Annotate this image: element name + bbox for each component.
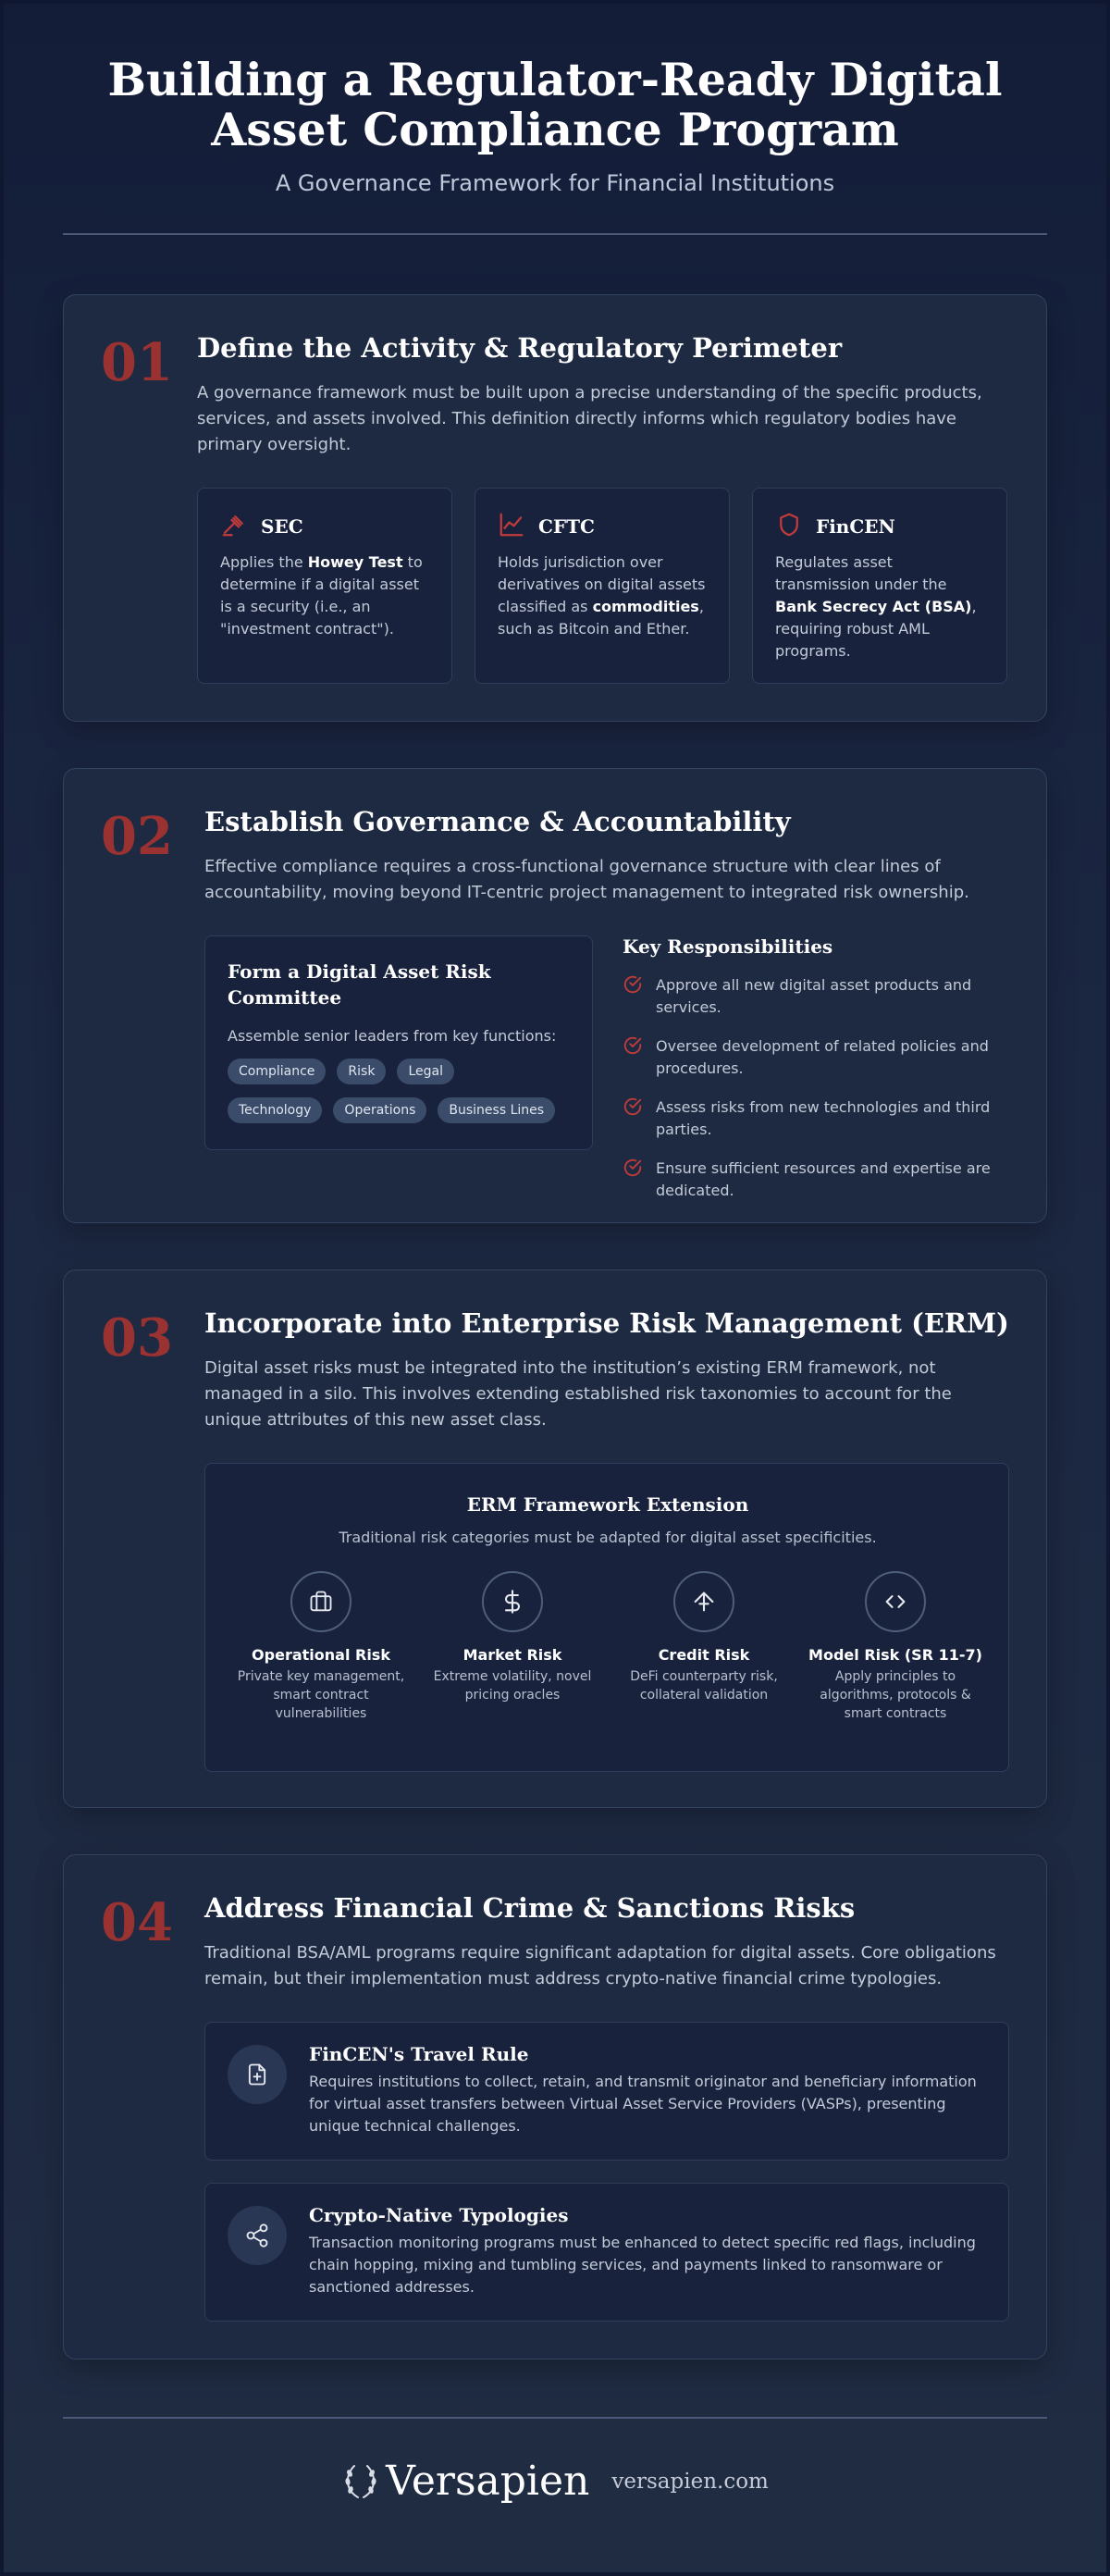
erm-framework-card bbox=[204, 1463, 1009, 1772]
page-subtitle: A Governance Framework for Financial Institutions bbox=[275, 169, 835, 196]
function-chip: Legal bbox=[397, 1059, 454, 1084]
section-number: 03 bbox=[101, 1307, 173, 1368]
section-regulatory-perimeter bbox=[63, 294, 1047, 722]
risk-model bbox=[808, 1571, 983, 1723]
responsibility-item: Assess risks from new technologies and third parties. bbox=[623, 1096, 1011, 1141]
agency-name: SEC bbox=[261, 515, 303, 538]
erm-title: ERM Framework Extension bbox=[466, 1493, 749, 1516]
agency-description: Applies the Howey Test to determine if a digital asset is a security (i.e., an "investment contract"). bbox=[220, 553, 423, 638]
section-description: Traditional BSA/AML programs require significant adaptation for digital assets. Core obligations remain, but their implementation must address crypto-native financial crime typologies. bbox=[204, 1943, 996, 1988]
header-divider bbox=[63, 233, 1047, 235]
section-number: 02 bbox=[101, 806, 173, 867]
agency-card-sec bbox=[197, 488, 452, 684]
section-title: Incorporate into Enterprise Risk Management (ERM) bbox=[204, 1307, 1009, 1339]
section-number: 04 bbox=[101, 1892, 173, 1953]
footer-divider bbox=[63, 2417, 1047, 2419]
section-governance bbox=[63, 768, 1047, 1223]
website-link[interactable]: versapien.com bbox=[611, 2469, 769, 2494]
item-text: Requires institutions to collect, retain, and transmit originator and beneficiary information for virtual asset transfers between Virtual Asset Service Providers (VASPs), presenting unique technical challenges. bbox=[309, 2073, 977, 2135]
function-chip: Technology bbox=[228, 1097, 322, 1123]
section-financial-crime bbox=[63, 1854, 1047, 2359]
risk-name: Operational Risk bbox=[252, 1646, 390, 1664]
document-plus-icon bbox=[228, 2045, 287, 2104]
check-circle-icon bbox=[623, 974, 643, 1019]
agency-card-cftc bbox=[475, 488, 730, 684]
laurel-icon bbox=[341, 2460, 380, 2503]
key-responsibilities bbox=[623, 935, 1011, 1219]
risk-market bbox=[425, 1571, 600, 1704]
function-chip: Operations bbox=[333, 1097, 426, 1123]
agency-name: FinCEN bbox=[816, 515, 895, 538]
chart-line-icon bbox=[498, 511, 525, 542]
section-description: A governance framework must be built upon a precise understanding of the specific products, services, and assets involved. This definition directly informs which regulatory bodies have primary oversight. bbox=[197, 383, 982, 454]
risk-description: DeFi counterparty risk, collateral validation bbox=[630, 1669, 778, 1703]
section-description: Effective compliance requires a cross-functional governance structure with clear lines of accountability, moving beyond IT-centric project management to integrated risk ownership. bbox=[204, 857, 969, 902]
risk-credit bbox=[616, 1571, 792, 1704]
agency-card-fincen bbox=[752, 488, 1007, 684]
shield-icon bbox=[775, 511, 803, 542]
code-icon bbox=[865, 1571, 926, 1632]
upload-icon bbox=[673, 1571, 734, 1632]
check-circle-icon bbox=[623, 1035, 643, 1080]
share-icon bbox=[228, 2206, 287, 2265]
committee-title: Form a Digital Asset Risk Committee bbox=[228, 960, 491, 1009]
brand-name: Versapien bbox=[386, 2458, 590, 2505]
section-title: Address Financial Crime & Sanctions Risks bbox=[204, 1892, 856, 1924]
responsibility-item: Ensure sufficient resources and expertise are dedicated. bbox=[623, 1158, 1011, 1202]
risk-committee-card bbox=[204, 935, 593, 1150]
gavel-icon bbox=[220, 511, 248, 542]
section-number: 01 bbox=[101, 332, 173, 393]
agency-description: Regulates asset transmission under the Bank Secrecy Act (BSA), requiring robust AML programs. bbox=[775, 553, 977, 660]
briefcase-icon bbox=[290, 1571, 352, 1632]
section-title: Establish Governance & Accountability bbox=[204, 806, 791, 837]
section-description: Digital asset risks must be integrated into the institution’s existing ERM framework, not managed in a silo. This involves extending established risk taxonomies to account for the unique attributes of this new asset class. bbox=[204, 1358, 952, 1430]
item-text: Transaction monitoring programs must be enhanced to detect specific red flags, including chain hopping, mixing and tumbling services, and payments linked to ransomware or sanctioned addresses. bbox=[309, 2234, 976, 2296]
risk-description: Apply principles to algorithms, protocols & smart contracts bbox=[820, 1669, 971, 1721]
brand-logo bbox=[341, 2458, 589, 2505]
risk-name: Model Risk (SR 11-7) bbox=[808, 1646, 982, 1664]
crypto-typologies-card bbox=[204, 2183, 1009, 2322]
check-circle-icon bbox=[623, 1096, 643, 1141]
risk-name: Credit Risk bbox=[658, 1646, 750, 1664]
page-header bbox=[63, 53, 1047, 196]
responsibility-item: Approve all new digital asset products and services. bbox=[623, 974, 1011, 1019]
item-title: FinCEN's Travel Rule bbox=[309, 2043, 529, 2065]
section-erm bbox=[63, 1269, 1047, 1808]
section-title: Define the Activity & Regulatory Perimeter bbox=[197, 332, 843, 364]
agency-name: CFTC bbox=[538, 515, 595, 538]
function-chip: Risk bbox=[337, 1059, 386, 1084]
function-chips bbox=[228, 1059, 588, 1136]
page-title: Building a Regulator-Ready Digital Asset Compliance Program bbox=[107, 53, 1003, 156]
risk-description: Private key management, smart contract vulnerabilities bbox=[237, 1669, 405, 1721]
item-title: Crypto-Native Typologies bbox=[309, 2204, 569, 2226]
footer bbox=[63, 2458, 1047, 2505]
erm-subtitle: Traditional risk categories must be adapted for digital asset specificities. bbox=[339, 1529, 877, 1546]
committee-intro: Assemble senior leaders from key functions: bbox=[228, 1027, 557, 1045]
function-chip: Business Lines bbox=[438, 1097, 555, 1123]
responsibility-item: Oversee development of related policies and procedures. bbox=[623, 1035, 1011, 1080]
agency-description: Holds jurisdiction over derivatives on digital assets classified as commodities, such as Bitcoin and Ether. bbox=[498, 553, 706, 638]
travel-rule-card bbox=[204, 2022, 1009, 2161]
check-circle-icon bbox=[623, 1158, 643, 1202]
risk-operational bbox=[233, 1571, 409, 1723]
function-chip: Compliance bbox=[228, 1059, 326, 1084]
risk-description: Extreme volatility, novel pricing oracles bbox=[433, 1669, 592, 1703]
risk-name: Market Risk bbox=[462, 1646, 562, 1664]
dollar-icon bbox=[482, 1571, 543, 1632]
responsibilities-title: Key Responsibilities bbox=[623, 935, 833, 958]
